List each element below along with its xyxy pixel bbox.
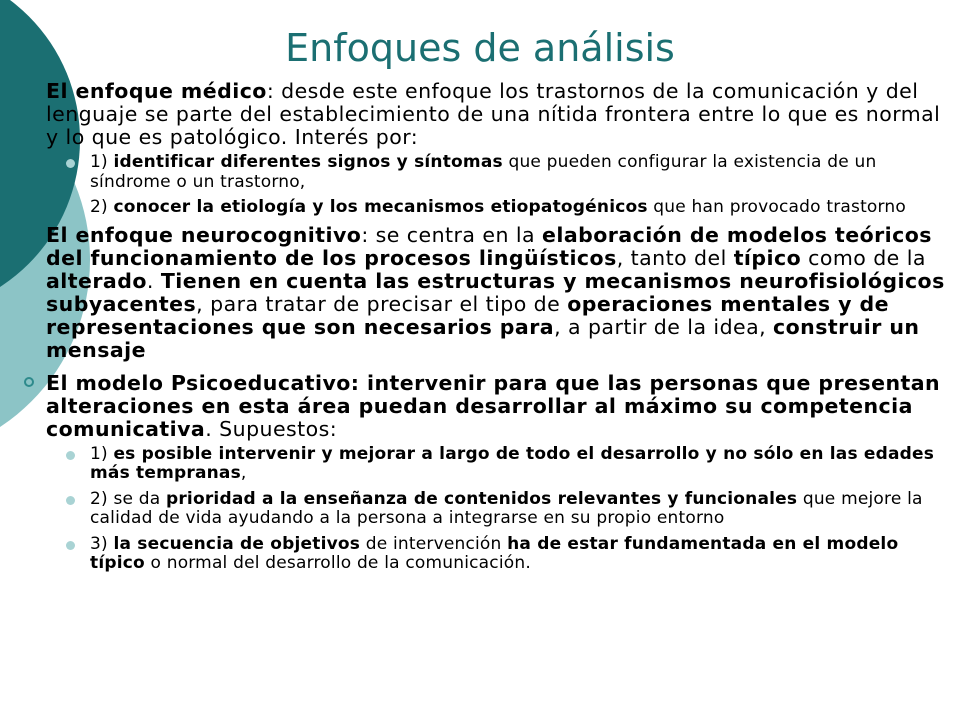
text-segment: como de la	[801, 245, 926, 270]
subitem-prioridad-ensenanza	[90, 490, 956, 529]
text-segment: . Supuestos:	[205, 416, 338, 441]
text-segment: de intervención	[360, 533, 508, 554]
text-segment: ,	[240, 463, 247, 483]
bold-text: conocer la etiología y los mecanismos etiopatogénicos	[113, 197, 648, 217]
text-segment: , a partir de la idea,	[554, 314, 774, 339]
text-segment: 1)	[90, 152, 114, 172]
bold-text: El enfoque neurocognitivo	[46, 222, 362, 247]
slide-title: Enfoques de análisis	[285, 26, 675, 70]
bold-text: El enfoque médico	[46, 79, 267, 103]
text-segment: 1)	[90, 443, 114, 464]
bold-text: la secuencia de objetivos	[113, 533, 361, 554]
text-segment: , para tratar de precisar el tipo de	[196, 291, 568, 316]
bold-text: operaciones mentales y de representaciones que son necesarios para	[46, 291, 889, 339]
text-segment: que han provocado trastorno	[647, 197, 906, 217]
filled-bullet-icon	[66, 541, 75, 550]
bold-text: Tienen en cuenta las estructuras y mecanismos neurofisiológicos subyacentes	[46, 268, 945, 316]
bold-text: alterado	[46, 268, 147, 293]
bold-text: elaboración de modelos teóricos del funcionamiento de los procesos lingüísticos	[46, 222, 932, 270]
item-enfoque-medico	[46, 80, 956, 149]
text-segment: 2)	[90, 197, 114, 217]
text-segment: , tanto del	[616, 245, 734, 270]
bold-text: ha de estar fundamentada en el modelo típico	[90, 533, 899, 573]
text-segment: 2) se da	[90, 488, 166, 509]
filled-bullet-icon	[66, 451, 75, 460]
bold-text: identificar diferentes signos y síntomas	[113, 152, 503, 172]
bold-text: es posible intervenir y mejorar a largo de todo el desarrollo y no sólo en las edades más tempranas	[90, 443, 935, 483]
bold-text: prioridad a la enseñanza de contenidos relevantes y funcionales	[165, 488, 798, 509]
text-segment: 3)	[90, 533, 114, 554]
subitem-posible-intervenir	[90, 445, 956, 484]
hollow-bullet-icon	[24, 377, 34, 387]
text-segment: que mejore la calidad de vida ayudando a la persona a integrarse en su propio entorno	[90, 488, 923, 528]
item-modelo-psicoeducativo	[46, 372, 956, 441]
filled-bullet-icon	[66, 496, 75, 505]
slide-content	[46, 80, 956, 580]
subitem-conocer-etiologia	[90, 198, 956, 218]
text-segment: .	[146, 268, 161, 293]
text-segment: que pueden configurar la existencia de un síndrome o un trastorno,	[90, 152, 877, 192]
item-enfoque-neurocognitivo	[46, 224, 956, 362]
bold-text: construir un mensaje	[46, 314, 920, 362]
text-segment: o normal del desarrollo de la comunicación.	[144, 553, 531, 573]
subitem-identificar-signos	[90, 153, 956, 192]
subitem-secuencia-objetivos	[90, 535, 956, 574]
filled-bullet-icon	[66, 159, 75, 168]
text-segment: : desde este enfoque los trastornos de la comunicación y del lenguaje se parte del establecimiento de una nítida frontera entre lo que es normal y lo que es patológico. Interés por:	[46, 79, 941, 149]
text-segment: : se centra en la	[361, 222, 542, 247]
bold-text: típico	[733, 245, 802, 270]
bold-text: El modelo Psicoeducativo: intervenir para que las personas que presentan alteraciones en esta área puedan desarrollar al máximo su competencia comunicativa	[46, 370, 941, 441]
